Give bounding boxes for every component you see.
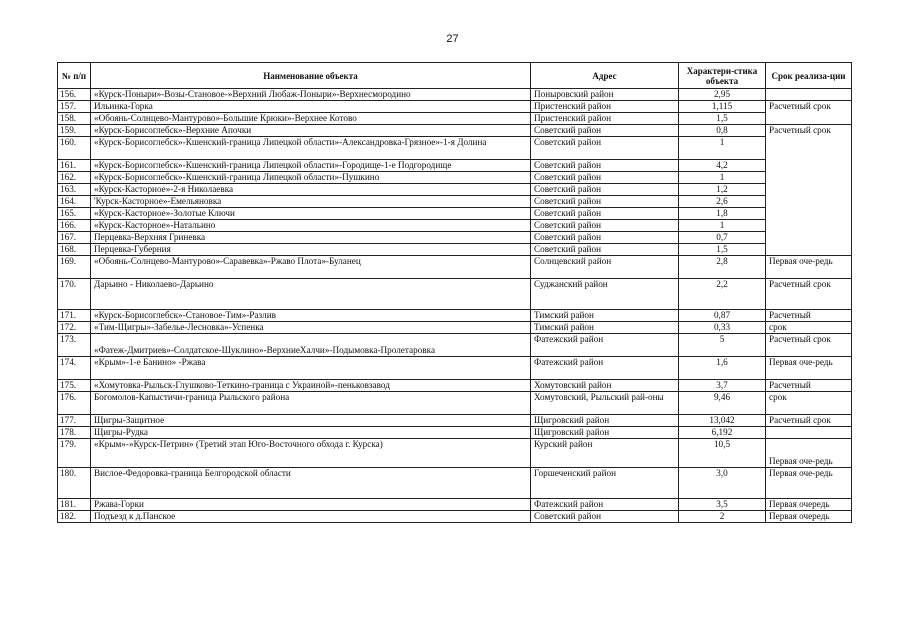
row-name: «Курск-Борисоглебск»-Верхние Апочки [91,125,531,137]
row-address: Советский район [531,125,679,137]
row-characteristic: 6,192 [679,427,766,439]
table-row [58,357,852,380]
row-name: «Обоянь-Солнцево-Мантурово»-Большие Крюки»-Верхнее Котово [91,113,531,125]
row-name: «Крым»-»Курск-Петрин» (Третий этап Юго-Восточного обхода г. Курска) [91,439,531,468]
row-characteristic: 10,5 [679,439,766,468]
table-row [58,334,852,357]
table-row [58,160,852,172]
row-name: «Курск-Касторное»-Натальино [91,220,531,232]
row-address: Тимский район [531,322,679,334]
row-characteristic: 1 [679,220,766,232]
row-term [766,427,852,439]
row-address: Фатежский район [531,357,679,380]
table-row [58,244,852,256]
row-characteristic: 5 [679,334,766,357]
row-characteristic: 1 [679,137,766,160]
row-num: 176. [58,392,91,415]
row-num: 161. [58,160,91,172]
row-characteristic: 1,115 [679,101,766,113]
objects-table [57,62,852,523]
table-row [58,392,852,415]
table-row [58,89,852,101]
table-row [58,172,852,184]
row-term: Расчетный срок [766,125,852,256]
table-header-row [58,63,852,89]
row-num: 169. [58,256,91,279]
row-address: Советский район [531,244,679,256]
row-address: Советский район [531,184,679,196]
row-name: «Курск-Борисоглебск»-Становое-Тим»-Разлив [91,310,531,322]
row-num: 158. [58,113,91,125]
row-num: 168. [58,244,91,256]
row-term: Расчетный срок [766,279,852,310]
row-num: 163. [58,184,91,196]
row-characteristic: 3,5 [679,499,766,511]
row-term: Расчетный [766,310,852,322]
table-row [58,256,852,279]
table-row [58,184,852,196]
row-term: Первая оче-редь [766,256,852,279]
row-num: 162. [58,172,91,184]
row-characteristic: 0,87 [679,310,766,322]
row-characteristic: 2,95 [679,89,766,101]
row-name: Щигры-Защитное [91,415,531,427]
row-term: Расчетный срок [766,101,852,125]
row-num: 167. [58,232,91,244]
row-name: «Курск-Борисоглебск»-Кшенский-граница Липецкой области»-Городище-1-е Подгородище [91,160,531,172]
table-row [58,232,852,244]
row-term: Первая очередь [766,499,852,511]
row-num: 174. [58,357,91,380]
table-row [58,125,852,137]
row-characteristic: 2,6 [679,196,766,208]
row-name: «Курск-Борисоглебск»-Кшенский-граница Липецкой области»-Пушкино [91,172,531,184]
row-characteristic: 2 [679,511,766,523]
table-row [58,101,852,113]
row-name: Перцевка-Верхняя Гриневка [91,232,531,244]
row-num: 179. [58,439,91,468]
row-name: «Крым»-1-е Банино» -Ржава [91,357,531,380]
row-term: Первая оче-редь [766,439,852,468]
row-name: «Курск-Касторное»-Золотые Ключи [91,208,531,220]
row-characteristic: 1,8 [679,208,766,220]
row-name: Перцевка-Губерния [91,244,531,256]
row-characteristic: 1,2 [679,184,766,196]
table-row [58,310,852,322]
row-characteristic: 1,5 [679,113,766,125]
row-num: 156. [58,89,91,101]
row-name: Дарьино - Николаево-Дарьино [91,279,531,310]
row-num: 177. [58,415,91,427]
header-name: Наименование объекта [91,63,531,89]
row-num: 164. [58,196,91,208]
row-name: «Курск-Поныри»-Возы-Становое-»Верхний Любаж-Поныри»-Верхнесмородино [91,89,531,101]
table-row [58,208,852,220]
row-name: Ильинка-Горка [91,101,531,113]
row-name: 'Курск-Касторное»-Емельяновка [91,196,531,208]
page-number: 27 [446,33,459,45]
row-characteristic: 4,2 [679,160,766,172]
row-characteristic: 1,6 [679,357,766,380]
table-row [58,439,852,468]
row-address: Пристенский район [531,101,679,113]
row-name: Ржава-Горки [91,499,531,511]
row-term: Расчетный [766,380,852,392]
row-characteristic: 2,2 [679,279,766,310]
table-row [58,220,852,232]
row-characteristic: 9,46 [679,392,766,415]
row-characteristic: 0,7 [679,232,766,244]
row-address: Щигровский район [531,427,679,439]
row-term: Первая оче-редь [766,357,852,380]
row-address: Советский район [531,208,679,220]
row-num: 165. [58,208,91,220]
row-name: Щигры-Рудка [91,427,531,439]
row-num: 182. [58,511,91,523]
row-num: 171. [58,310,91,322]
row-term [766,89,852,101]
table-row [58,415,852,427]
row-characteristic: 2,8 [679,256,766,279]
table-row [58,137,852,160]
table-row [58,380,852,392]
row-term: Первая оче-редь [766,468,852,499]
row-name: «Курск-Касторное»-2-я Николаевка [91,184,531,196]
row-name: Вислое-Федоровка-граница Белгородской области [91,468,531,499]
table-row [58,511,852,523]
row-address: Хомутовский район [531,380,679,392]
table-row [58,427,852,439]
table-row [58,468,852,499]
row-address: Хомутовский, Рыльский рай-оны [531,392,679,415]
row-num: 157. [58,101,91,113]
row-address: Советский район [531,137,679,160]
row-characteristic: 1 [679,172,766,184]
row-characteristic: 3,0 [679,468,766,499]
row-num: 178. [58,427,91,439]
row-num: 166. [58,220,91,232]
row-address: Солнцевский район [531,256,679,279]
table-row [58,322,852,334]
header-characteristic: Характери-стика объекта [679,63,766,89]
row-address: Поныровский район [531,89,679,101]
row-address: Фатежский район [531,334,679,357]
row-name: Подъезд к д.Панское [91,511,531,523]
row-address: Пристенский район [531,113,679,125]
row-characteristic: 0,8 [679,125,766,137]
header-num: № п/п [58,63,91,89]
row-num: 180. [58,468,91,499]
header-term: Срок реализа-ции [766,63,852,89]
table-row [58,279,852,310]
row-term: срок [766,392,852,415]
row-characteristic: 3,7 [679,380,766,392]
row-name: «Хомутовка-Рыльск-Глушково-Теткино-граница с Украиной»-пеньковзавод [91,380,531,392]
row-address: Советский район [531,511,679,523]
row-address: Щигровский район [531,415,679,427]
row-term: Расчетный срок [766,334,852,357]
row-num: 160. [58,137,91,160]
row-address: Советский район [531,220,679,232]
table-row [58,113,852,125]
row-address: Советский район [531,172,679,184]
row-characteristic: 13,042 [679,415,766,427]
row-term: Расчетный срок [766,415,852,427]
row-address: Горшеченский район [531,468,679,499]
row-num: 159. [58,125,91,137]
row-num: 172. [58,322,91,334]
row-name: «Фатеж-Дмитриев»-Солдатское-Шуклино»-ВерхниеХалчи»-Подымовка-Пролетаровка [91,334,531,357]
row-name: «Тим-Щигры»-Забелье-Лесновка»-Успенка [91,322,531,334]
row-address: Курский район [531,439,679,468]
table-row [58,499,852,511]
row-name: «Курск-Борисоглебск»-Кшенский-граница Липецкой области»-Александровка-Грязное»-1-я Долина [91,137,531,160]
row-address: Советский район [531,160,679,172]
row-num: 181. [58,499,91,511]
row-address: Фатежский район [531,499,679,511]
row-address: Суджанский район [531,279,679,310]
row-term: срок [766,322,852,334]
row-name: Богомолов-Капыстичи-граница Рыльского района [91,392,531,415]
row-name: «Обоянь-Солнцево-Мантурово»-Саравевка»-Ржаво Плота»-Буланец [91,256,531,279]
row-term: Первая очередь [766,511,852,523]
row-address: Советский район [531,196,679,208]
row-address: Тимский район [531,310,679,322]
table-row [58,196,852,208]
row-num: 170. [58,279,91,310]
row-characteristic: 0,33 [679,322,766,334]
row-address: Советский район [531,232,679,244]
header-address: Адрес [531,63,679,89]
row-num: 175. [58,380,91,392]
row-characteristic: 1,5 [679,244,766,256]
row-num: 173. [58,334,91,357]
